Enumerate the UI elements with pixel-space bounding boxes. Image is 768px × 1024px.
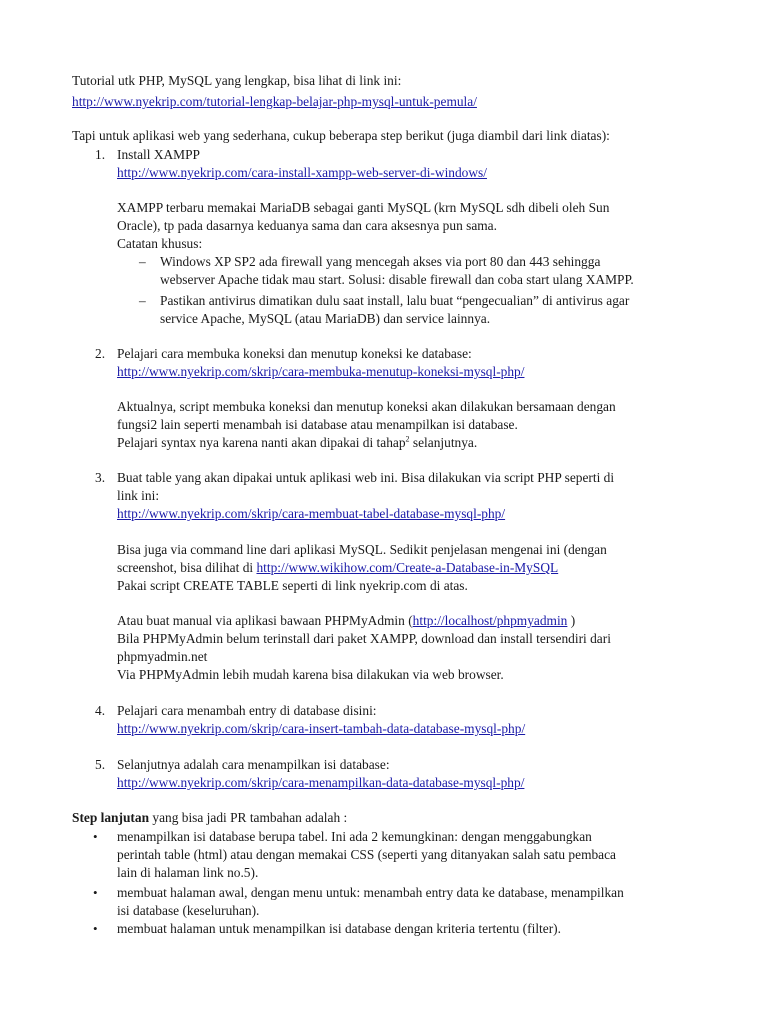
step-4-number: 4. xyxy=(95,703,106,718)
next-item-text: perintah table (html) atau dengan memakai CSS (seperti yang ditanyakan salah satu pembaca xyxy=(117,847,617,862)
step-1-title: Install XAMPP xyxy=(117,147,200,162)
next-item-text: menampilkan isi database berupa tabel. Ini ada 2 kemungkinan: dengan menggabungkan xyxy=(117,829,592,844)
step-3-text: Pakai script CREATE TABLE seperti di link nyekrip.com di atas. xyxy=(117,578,468,593)
step-3-text: Atau buat manual via aplikasi bawaan PHPMyAdmin (http://localhost/phpmyadmin ) xyxy=(117,613,576,628)
intro-tutorial-link[interactable]: http://www.nyekrip.com/tutorial-lengkap-belajar-php-mysql-untuk-pemula/ xyxy=(72,94,477,109)
step-1-note-label: Catatan khusus: xyxy=(117,236,203,251)
bullet-icon: • xyxy=(93,921,98,936)
step-2-text: Aktualnya, script membuka koneksi dan menutup koneksi akan dilakukan bersamaan dengan xyxy=(117,399,616,414)
step-3-text: phpmyadmin.net xyxy=(117,649,208,664)
step-1-text: Oracle), tp pada dasarnya keduanya sama dan cara aksesnya pun sama. xyxy=(117,218,497,233)
step-2-link[interactable]: http://www.nyekrip.com/skrip/cara-membuka-menutup-koneksi-mysql-php/ xyxy=(117,364,525,379)
step-4-link[interactable]: http://www.nyekrip.com/skrip/cara-insert-tambah-data-database-mysql-php/ xyxy=(117,721,526,736)
step-3-link[interactable]: http://www.nyekrip.com/skrip/cara-membuat-tabel-database-mysql-php/ xyxy=(117,506,506,521)
step-4-title: Pelajari cara menambah entry di database disini: xyxy=(117,703,377,718)
step-3-number: 3. xyxy=(95,470,106,485)
step-1-link[interactable]: http://www.nyekrip.com/cara-install-xampp-web-server-di-windows/ xyxy=(117,165,487,180)
next-item-text: isi database (keseluruhan). xyxy=(117,903,260,918)
wikihow-link[interactable]: http://www.wikihow.com/Create-a-Database-in-MySQL xyxy=(256,560,559,575)
next-item-text: membuat halaman awal, dengan menu untuk: menambah entry data ke database, menampilkan xyxy=(117,885,624,900)
next-steps-heading: Step lanjutan yang bisa jadi PR tambahan adalah : xyxy=(72,810,348,825)
note-text: webserver Apache tidak mau start. Solusi: disable firewall dan coba start ulang XAMPP. xyxy=(160,272,634,287)
bullet-icon: • xyxy=(93,829,98,844)
step-5-title: Selanjutnya adalah cara menampilkan isi database: xyxy=(117,757,390,772)
step-3-text: screenshot, bisa dilihat di http://www.wikihow.com/Create-a-Database-in-MySQL xyxy=(117,560,559,575)
step-1-number: 1. xyxy=(95,147,106,162)
note-text: Windows XP SP2 ada firewall yang mencegah akses via port 80 dan 443 sehingga xyxy=(160,254,601,269)
step-2-title: Pelajari cara membuka koneksi dan menutup koneksi ke database: xyxy=(117,346,472,361)
next-item-text: lain di halaman link no.5). xyxy=(117,865,259,880)
intro-steps-line: Tapi untuk aplikasi web yang sederhana, cukup beberapa step berikut (juga diambil dari link diatas): xyxy=(72,128,610,143)
phpmyadmin-link[interactable]: http://localhost/phpmyadmin xyxy=(412,613,568,628)
bullet-icon: • xyxy=(93,885,98,900)
step-3-text: Via PHPMyAdmin lebih mudah karena bisa dilakukan via web browser. xyxy=(117,667,504,682)
step-3-text: Bisa juga via command line dari aplikasi MySQL. Sedikit penjelasan mengenai ini (dengan xyxy=(117,542,607,557)
note-text: Pastikan antivirus dimatikan dulu saat install, lalu buat “pengecualian” di antivirus agar xyxy=(160,293,630,308)
step-5-link[interactable]: http://www.nyekrip.com/skrip/cara-menampilkan-data-database-mysql-php/ xyxy=(117,775,525,790)
note-dash: – xyxy=(139,293,146,308)
next-item-text: membuat halaman untuk menampilkan isi database dengan kriteria tertentu (filter). xyxy=(117,921,561,936)
note-dash: – xyxy=(139,254,146,269)
step-3-title: link ini: xyxy=(117,488,160,503)
step-3-title: Buat table yang akan dipakai untuk aplikasi web ini. Bisa dilakukan via script PHP seperti di xyxy=(117,470,615,485)
step-2-number: 2. xyxy=(95,346,106,361)
step-3-text: Bila PHPMyAdmin belum terinstall dari paket XAMPP, download dan install tersendiri dari xyxy=(117,631,611,646)
intro-line: Tutorial utk PHP, MySQL yang lengkap, bisa lihat di link ini: xyxy=(72,73,402,88)
step-5-number: 5. xyxy=(95,757,106,772)
step-2-text: fungsi2 lain seperti menambah isi database atau menampilkan isi database. xyxy=(117,417,518,432)
step-1-text: XAMPP terbaru memakai MariaDB sebagai ganti MySQL (krn MySQL sdh dibeli oleh Sun xyxy=(117,200,610,215)
note-text: service Apache, MySQL (atau MariaDB) dan service lainnya. xyxy=(160,311,491,326)
step-2-text: Pelajari syntax nya karena nanti akan dipakai di tahap$^2$ selanjutnya. xyxy=(117,434,478,450)
